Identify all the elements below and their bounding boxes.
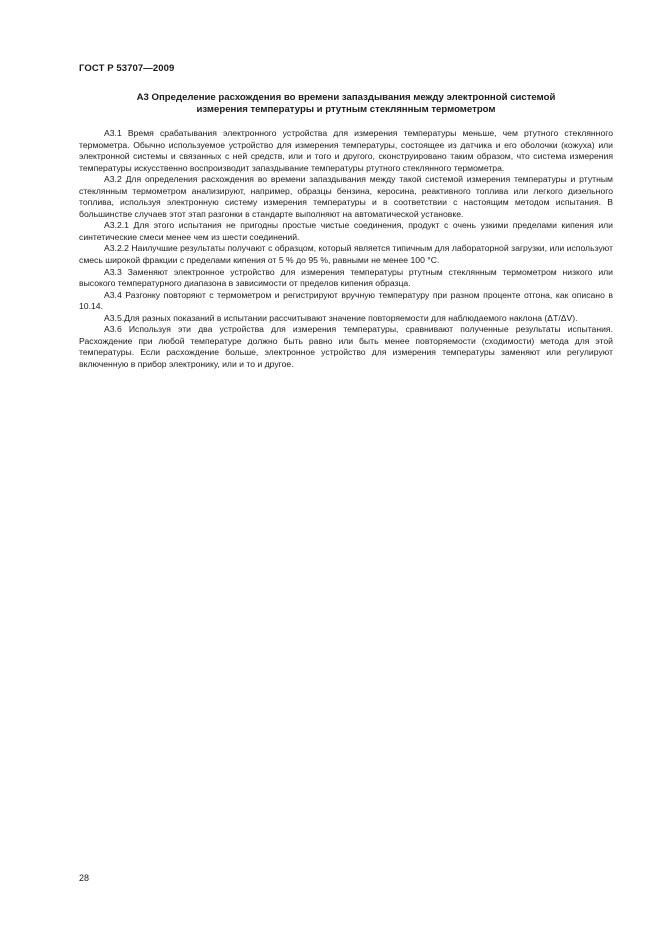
page-number: 28 [79, 873, 90, 883]
paragraph-a3-1: А3.1 Время срабатывания электронного устройства для измерения температуры меньше, чем ртутного стеклянного термометра. Обычно используемое устройство для измерения температуры, состоящее из датчика и его оболочки (кожуха) или электронной системы и связанных с ней средств, или и того и другого, сконструировано таким образом, что система измерения температуры искусственно воспроизводит запаздывание температуры ртутного стеклянного термометра. [79, 128, 613, 173]
paragraph-a3-5: А3.5.Для разных показаний в испытании рассчитывают значение повторяемости для наблюдаемого наклона (ΔT/ΔV). [104, 312, 578, 323]
standard-id-header: ГОСТ Р 53707—2009 [79, 63, 175, 74]
paragraph-a3-2-1: А3.2.1 Для этого испытания не пригодны простые чистые соединения, продукт с очень узкими пределами кипения или синтетические смеси менее чем из шести соединений. [79, 220, 613, 242]
paragraph-a3-2: А3.2 Для определения расхождения во времени запаздывания между такой системой измерения температуры и ртутным стеклянным термометром анализируют, например, образцы бензина, керосина, реактивного топлива или легкого дизельного топлива, используя электронную систему измерения температуры и в соответствии с настоящим методом испытания. В большинстве случаев этот этап разгонки в стандарте выполняют на автоматической установке. [79, 174, 613, 219]
section-body [79, 128, 613, 370]
section-title [79, 92, 613, 117]
paragraph-a3-3: А3.3 Заменяют электронное устройство для измерения температуры ртутным стеклянным термометром низкого или высокого температурного диапазона в зависимости от пределов кипения образца. [79, 266, 613, 289]
paragraph-a3-4: А3.4 Разгонку повторяют с термометром и регистрируют вручную температуру при разном проценте отгона, как описано в 10.14. [79, 289, 613, 312]
section-title-line-2: измерения температуры и ртутным стеклянным термометром [196, 104, 496, 116]
section-title-line-1: А3 Определение расхождения во времени запаздывания между электронной системой [136, 92, 556, 103]
paragraph-a3-2-2: А3.2.2 Наилучшие результаты получают с образцом, который является типичным для лабораторной загрузки, или используют смесь широкой фракции с пределами кипения от 5 % до 95 %, равными не менее 100 °С. [79, 243, 613, 266]
paragraph-a3-6: А3.6 Используя эти два устройства для измерения температуры, сравнивают полученные результаты испытания. Расхождение при любой температуре должно быть равно или быть менее повторяемости (сходимости) метода для этой температуры. Если расхождение больше, электронное устройство для измерения температуры заменяют или регулируют включенную в прибор электронику, или и то и другое. [79, 324, 613, 369]
